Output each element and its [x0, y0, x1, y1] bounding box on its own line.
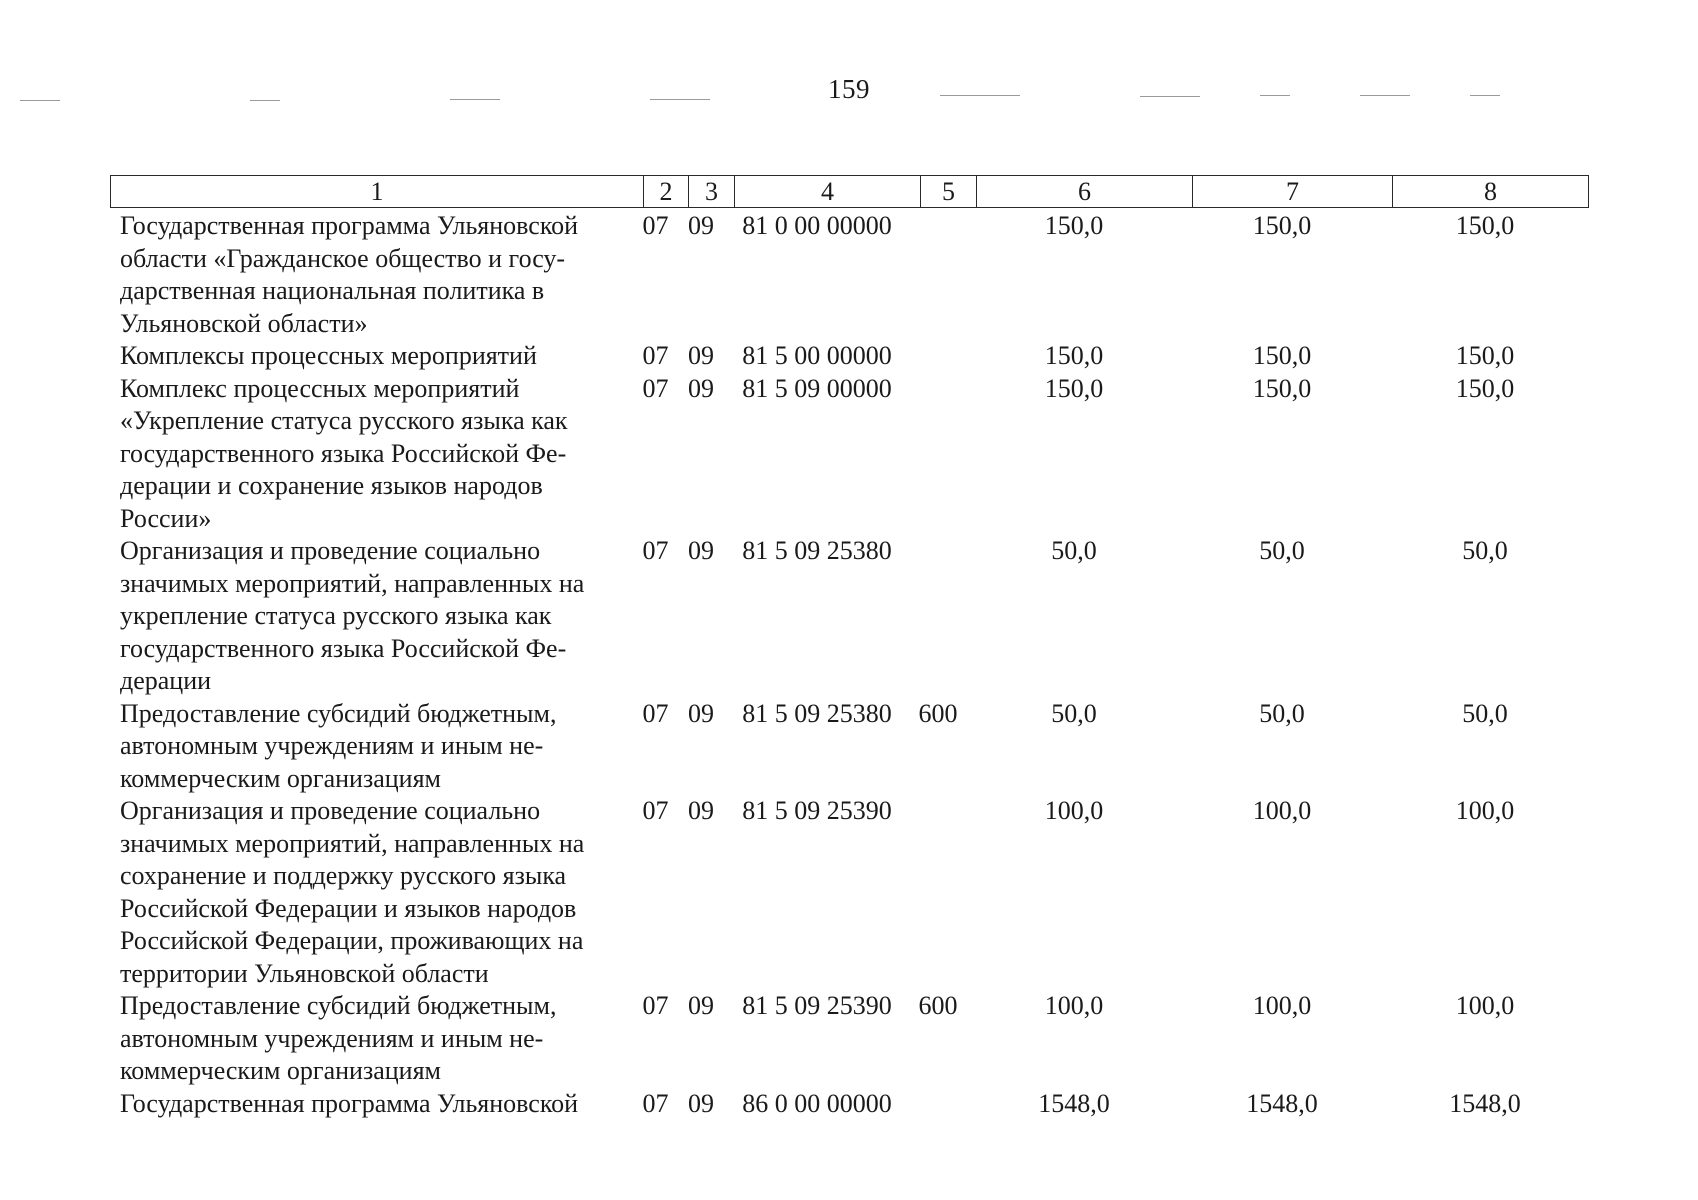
- section-code: 07: [642, 1088, 669, 1118]
- header-col-3: 3: [689, 176, 735, 208]
- header-col-1: 1: [111, 176, 644, 208]
- row-name: [110, 795, 633, 990]
- header-col-5: 5: [921, 176, 977, 208]
- row-name-line: Организация и проведение социально: [120, 536, 541, 565]
- section-code: 07: [642, 536, 669, 565]
- row-name: [110, 698, 633, 796]
- row-name-line: автономным учреждениям и иным не-: [120, 731, 544, 760]
- row-name-line: Российской Федерации и языков народов: [120, 893, 577, 923]
- row-name: [110, 990, 633, 1088]
- row-name-line: территории Ульяновской области: [120, 958, 489, 988]
- row-name-line: Российской Федерации, проживающих на: [120, 926, 584, 955]
- amount-col-6: 100,0: [1044, 796, 1104, 825]
- header-col-6: 6: [977, 176, 1193, 208]
- amount-col-6: 100,0: [1044, 991, 1104, 1020]
- row-name-line: укрепление статуса русского языка как: [120, 601, 552, 630]
- row-name-line: Организация и проведение социально: [120, 796, 541, 825]
- amount-col-7: 100,0: [1252, 991, 1312, 1020]
- row-name-line: области «Гражданское общество и госу-: [120, 243, 566, 273]
- section-code: 07: [642, 698, 669, 728]
- expense-type-code: [910, 795, 966, 990]
- amount-col-8: 100,0: [1455, 991, 1515, 1020]
- table-row: [110, 698, 1588, 796]
- amount-col-8: 100,0: [1455, 796, 1515, 825]
- amount-col-6: 50,0: [1051, 698, 1097, 728]
- header-col-8: 8: [1393, 176, 1589, 208]
- amount-col-7: 50,0: [1259, 698, 1305, 728]
- row-name-line: коммерческим организациям: [120, 763, 442, 793]
- row-name-line: дерации: [120, 666, 212, 695]
- subsection-code: 09: [688, 536, 714, 565]
- target-article-code: 81 0 00 00000: [742, 211, 892, 240]
- amount-col-7: 100,0: [1252, 796, 1312, 825]
- table-row: [110, 535, 1588, 698]
- amount-col-8: 1548,0: [1449, 1088, 1521, 1118]
- table-row: [110, 795, 1588, 990]
- row-name-line: Предоставление субсидий бюджетным,: [120, 991, 557, 1020]
- table-body: [110, 210, 1588, 1120]
- amount-col-6: 150,0: [1044, 211, 1104, 240]
- amount-col-7: 150,0: [1252, 373, 1312, 403]
- target-article-code: 81 5 09 00000: [742, 373, 892, 403]
- expense-type-code: [910, 340, 966, 373]
- row-name-line: Комплекс процессных мероприятий: [120, 373, 520, 403]
- section-code: 07: [642, 341, 669, 370]
- row-name-line: коммерческим организациям: [120, 1056, 442, 1085]
- table-row: [110, 373, 1588, 536]
- target-article-code: 81 5 09 25390: [742, 796, 892, 825]
- amount-col-8: 150,0: [1455, 373, 1515, 403]
- row-name-line: России»: [120, 503, 212, 533]
- row-name-line: государственного языка Российской Фе-: [120, 438, 567, 468]
- row-name-line: дарственная национальная политика в: [120, 276, 545, 305]
- row-name-line: дерации и сохранение языков народов: [120, 471, 543, 500]
- subsection-code: 09: [688, 796, 714, 825]
- subsection-code: 09: [688, 1088, 714, 1118]
- header-col-2: 2: [644, 176, 689, 208]
- amount-col-6: 50,0: [1051, 536, 1097, 565]
- table-header: [110, 175, 1589, 208]
- row-name-line: значимых мероприятий, направленных на: [120, 568, 585, 598]
- amount-col-8: 50,0: [1462, 536, 1508, 565]
- page-number: 159: [828, 74, 870, 104]
- amount-col-6: 1548,0: [1038, 1088, 1110, 1118]
- amount-col-7: 1548,0: [1246, 1088, 1318, 1118]
- row-name: [110, 340, 633, 373]
- subsection-code: 09: [688, 211, 714, 240]
- row-name-line: Государственная программа Ульяновской: [120, 211, 579, 240]
- subsection-code: 09: [688, 991, 714, 1020]
- target-article-code: 81 5 09 25380: [742, 698, 892, 728]
- amount-col-8: 150,0: [1455, 211, 1515, 240]
- row-name-line: Государственная программа Ульяновской: [120, 1088, 579, 1118]
- subsection-code: 09: [688, 698, 714, 728]
- section-code: 07: [642, 211, 669, 240]
- row-name-line: значимых мероприятий, направленных на: [120, 828, 585, 858]
- row-name: [110, 535, 633, 698]
- row-name-line: Комплексы процессных мероприятий: [120, 341, 537, 370]
- expense-type-code: 600: [918, 698, 958, 728]
- row-name-line: «Укрепление статуса русского языка как: [120, 406, 568, 435]
- row-name-line: государственного языка Российской Фе-: [120, 633, 567, 663]
- table-row: [110, 990, 1588, 1088]
- amount-col-6: 150,0: [1044, 373, 1104, 403]
- amount-col-6: 150,0: [1044, 341, 1104, 370]
- section-code: 07: [642, 373, 669, 403]
- expense-type-code: [910, 535, 966, 698]
- row-name: [110, 1088, 633, 1121]
- amount-col-7: 150,0: [1252, 341, 1312, 370]
- expense-type-code: [910, 373, 966, 536]
- row-name-line: автономным учреждениям и иным не-: [120, 1023, 544, 1053]
- header-col-7: 7: [1193, 176, 1393, 208]
- amount-col-8: 50,0: [1462, 698, 1508, 728]
- target-article-code: 81 5 09 25380: [742, 536, 892, 565]
- section-code: 07: [642, 796, 669, 825]
- expense-type-code: [910, 210, 966, 340]
- section-code: 07: [642, 991, 669, 1020]
- target-article-code: 81 5 00 00000: [742, 341, 892, 370]
- row-name-line: сохранение и поддержку русского языка: [120, 861, 567, 890]
- table-row: [110, 340, 1588, 373]
- target-article-code: 86 0 00 00000: [742, 1088, 892, 1118]
- row-name: [110, 373, 633, 536]
- amount-col-8: 150,0: [1455, 341, 1515, 370]
- table-row: [110, 1088, 1588, 1121]
- expense-type-code: 600: [918, 991, 958, 1020]
- header-col-4: 4: [735, 176, 921, 208]
- amount-col-7: 150,0: [1252, 211, 1312, 240]
- amount-col-7: 50,0: [1259, 536, 1305, 565]
- row-name-line: Предоставление субсидий бюджетным,: [120, 698, 557, 728]
- expense-type-code: [910, 1088, 966, 1121]
- subsection-code: 09: [688, 341, 714, 370]
- row-name-line: Ульяновской области»: [120, 308, 368, 338]
- target-article-code: 81 5 09 25390: [742, 991, 892, 1020]
- table-row: [110, 210, 1588, 340]
- subsection-code: 09: [688, 373, 714, 403]
- row-name: [110, 210, 633, 340]
